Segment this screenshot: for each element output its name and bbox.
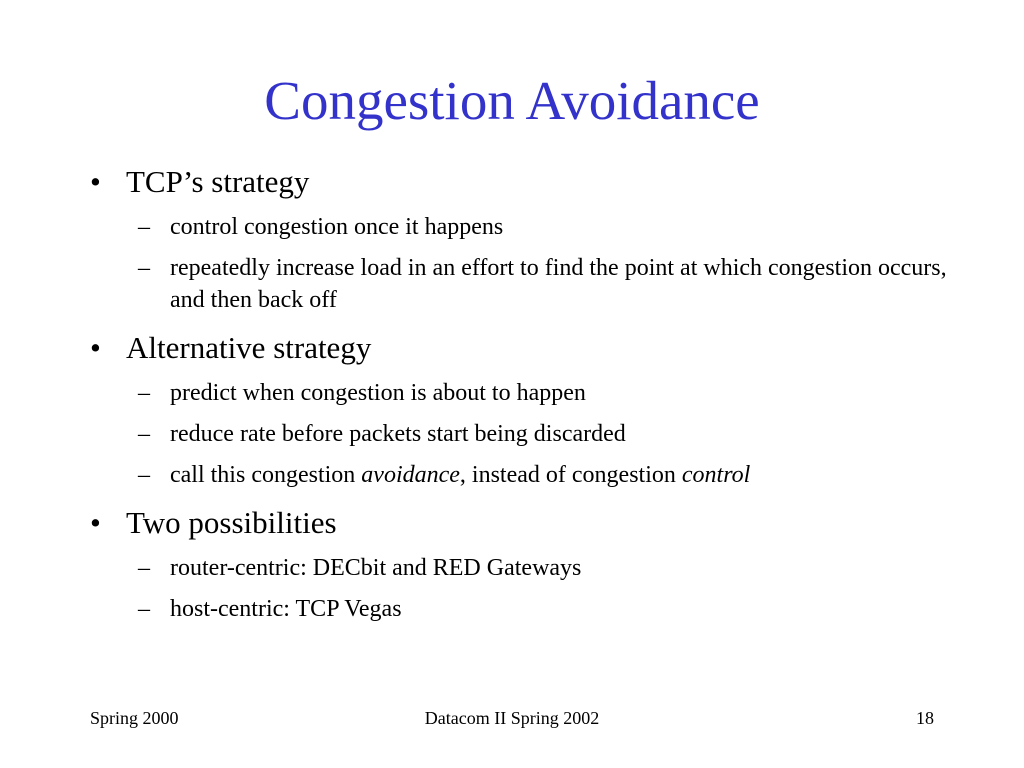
slide-content xyxy=(90,162,950,625)
sub-bullet-text: repeatedly increase load in an effort to find the point at which congestion occurs, and then back off xyxy=(170,255,947,313)
page-number: 18 xyxy=(916,708,934,728)
bullet-text: TCP’s strategy xyxy=(126,164,310,199)
dash-icon: – xyxy=(138,255,150,281)
dash-icon: – xyxy=(138,462,150,488)
sub-bullet xyxy=(90,252,950,316)
dash-icon: – xyxy=(138,421,150,447)
sub-bullet xyxy=(90,593,950,625)
sub-bullet-text: router-centric: DECbit and RED Gateways xyxy=(170,555,582,581)
sub-bullet-mixed xyxy=(90,459,950,491)
dash-icon: – xyxy=(138,380,150,406)
slide-title: Congestion Avoidance xyxy=(264,70,760,131)
bullet-tcp-strategy xyxy=(90,162,950,202)
footer-center: Datacom II Spring 2002 xyxy=(424,708,600,728)
bullet-icon: • xyxy=(90,164,101,199)
sub-bullet-text: control congestion once it happens xyxy=(170,214,504,240)
dash-icon: – xyxy=(138,214,150,240)
bullet-alternative-strategy xyxy=(90,328,950,368)
dash-icon: – xyxy=(138,555,150,581)
bullet-text: Alternative strategy xyxy=(126,330,372,365)
bullet-icon: • xyxy=(90,505,101,540)
sub-bullet-text-part: , instead of congestion xyxy=(459,462,682,488)
footer-left: Spring 2000 xyxy=(90,708,179,728)
sub-bullet xyxy=(90,211,950,243)
sub-bullet-text: predict when congestion is about to happen xyxy=(170,380,586,406)
emphasis-control: control xyxy=(681,462,751,488)
sub-bullet xyxy=(90,377,950,409)
sub-bullet-text: reduce rate before packets start being discarded xyxy=(170,421,626,447)
sub-bullet-text-part: call this congestion xyxy=(170,462,362,488)
dash-icon: – xyxy=(138,596,150,622)
bullet-text: Two possibilities xyxy=(126,505,337,540)
sub-bullet xyxy=(90,552,950,584)
bullet-two-possibilities xyxy=(90,503,950,543)
sub-bullet-text: host-centric: TCP Vegas xyxy=(170,596,402,622)
sub-bullet xyxy=(90,418,950,450)
emphasis-avoidance: avoidance xyxy=(361,462,460,488)
bullet-icon: • xyxy=(90,330,101,365)
